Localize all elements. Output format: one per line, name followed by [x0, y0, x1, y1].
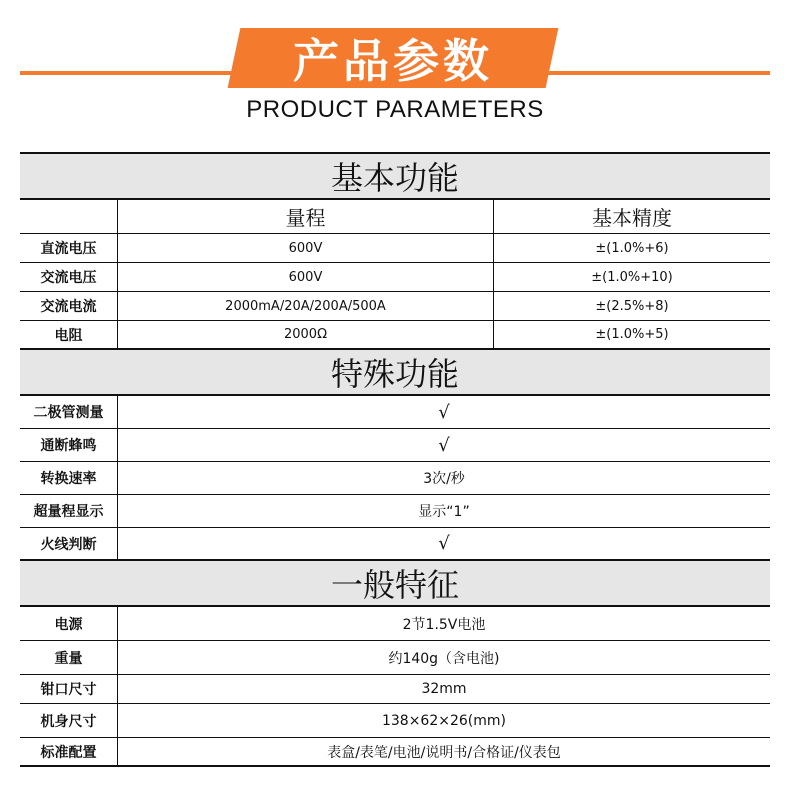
- row-label: 重量: [20, 641, 118, 674]
- value-cell: 显示“1”: [418, 504, 470, 520]
- table-row: [20, 234, 770, 263]
- table-row: [20, 263, 770, 292]
- table-row: [20, 321, 770, 350]
- range-cell: 2000mA/20A/200A/500A: [118, 292, 494, 320]
- value-cell: 表盒/表笔/电池/说明书/合格证/仪表包: [327, 744, 561, 761]
- row-label: 交流电流: [20, 292, 118, 320]
- row-label: 电阻: [20, 321, 118, 348]
- table-row: [20, 675, 770, 704]
- row-label: 交流电压: [20, 263, 118, 291]
- table-row: [20, 292, 770, 321]
- table-row: [20, 429, 770, 462]
- table-row: [20, 462, 770, 495]
- check-mark: √: [438, 434, 450, 456]
- value-cell: 32mm: [421, 681, 467, 697]
- page-title: 产品参数: [293, 34, 493, 88]
- row-label: 通断蜂鸣: [20, 429, 118, 461]
- row-label: 转换速率: [20, 462, 118, 494]
- accuracy-cell: ±(1.0%+10): [591, 269, 673, 285]
- page-subtitle: PRODUCT PARAMETERS: [246, 96, 544, 123]
- value-cell: 约140g（含电池): [388, 650, 500, 667]
- row-label: 钳口尺寸: [20, 675, 118, 703]
- table-row: [20, 704, 770, 738]
- table-row: [20, 641, 770, 675]
- range-cell: 600V: [118, 263, 494, 291]
- range-cell: 600V: [118, 234, 494, 262]
- accuracy-cell: ±(1.0%+5): [595, 327, 669, 342]
- check-mark: √: [438, 401, 450, 423]
- value-cell: 2节1.5V电池: [402, 616, 486, 633]
- section-title-general: 一般特征: [20, 561, 770, 607]
- row-label: 二极管测量: [20, 396, 118, 428]
- check-mark: √: [438, 533, 450, 554]
- value-cell: 138×62×26(mm): [381, 712, 506, 729]
- value-cell: 3次/秒: [423, 471, 465, 487]
- range-cell: 2000Ω: [118, 321, 494, 348]
- row-label: 直流电压: [20, 234, 118, 262]
- parameter-table: [20, 152, 770, 767]
- table-row: [20, 495, 770, 528]
- table-row: [20, 738, 770, 767]
- table-header-row: [20, 200, 770, 234]
- accuracy-cell: ±(1.0%+6): [595, 240, 669, 256]
- row-label: 机身尺寸: [20, 704, 118, 737]
- header-cell-range: 量程: [118, 200, 494, 233]
- header-cell-accuracy: 基本精度: [592, 206, 672, 230]
- section-title-basic: 基本功能: [20, 154, 770, 200]
- table-row: [20, 528, 770, 561]
- table-row: [20, 607, 770, 641]
- row-label: 标准配置: [20, 738, 118, 765]
- section-title-special: 特殊功能: [20, 350, 770, 396]
- row-label: 电源: [20, 607, 118, 640]
- header-cell-empty: [20, 200, 118, 233]
- accuracy-cell: ±(2.5%+8): [595, 298, 669, 314]
- row-label: 火线判断: [20, 528, 118, 559]
- row-label: 超量程显示: [20, 495, 118, 527]
- table-row: [20, 396, 770, 429]
